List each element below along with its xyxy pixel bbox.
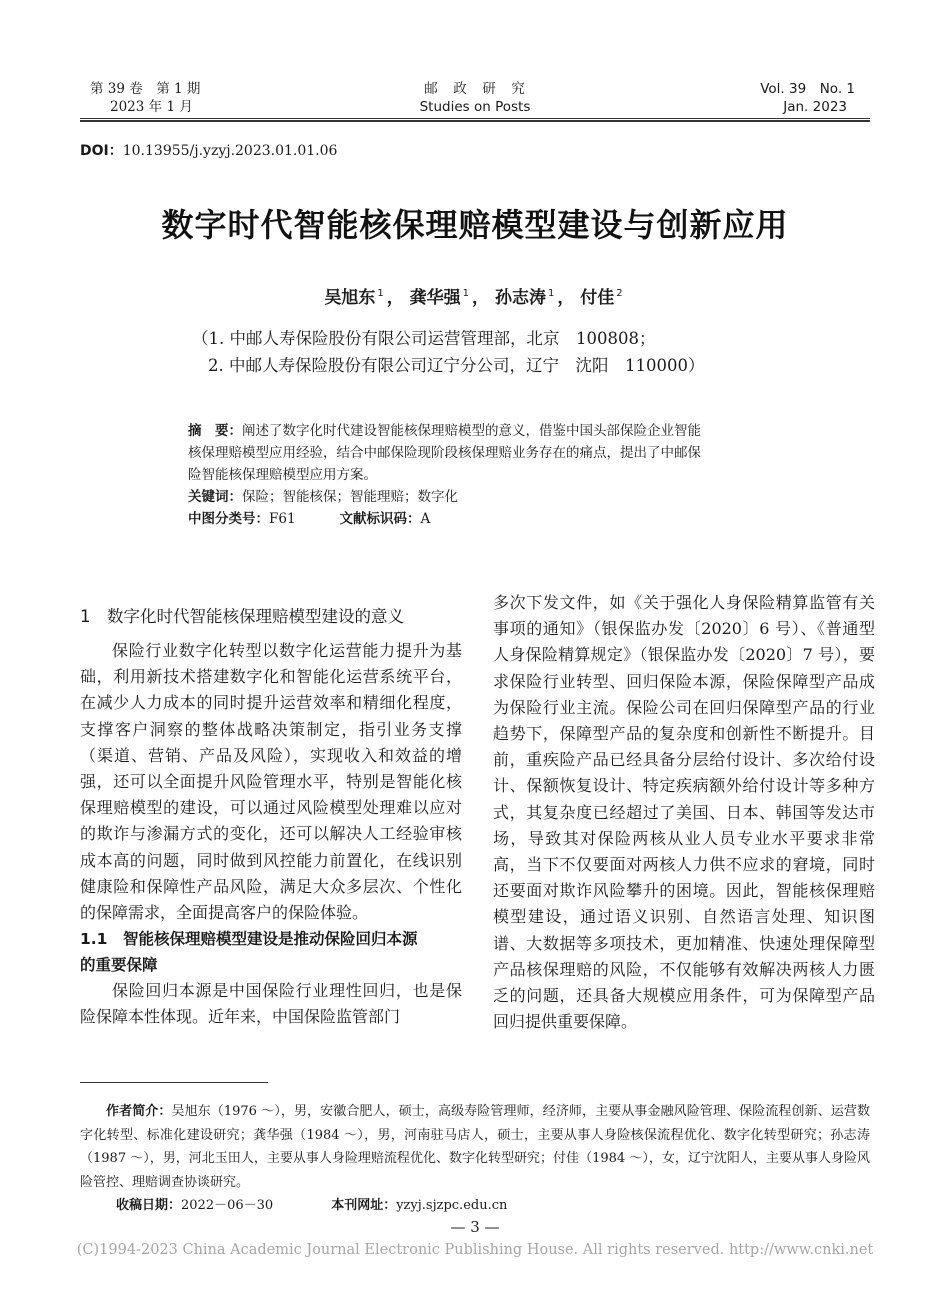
text-line: 女，辽宁沈阳人，主要从事人身险风险管控、理赔调查协谈研究。 [80,1151,870,1190]
keywords-label: 关键词： [188,489,242,505]
header-journal-en: Studies on Posts [419,99,531,115]
text-line: 障型产品的行业趋势下，保障型产品的复杂度和创 [493,697,875,744]
author-separator: ， [557,288,575,308]
paragraph-2 [80,978,462,1030]
footnote-rule [80,1082,268,1083]
text-line: 保障。 [589,1012,638,1032]
text-line: 7 号），要求保险行业转型、回归保险本源，保险 [493,645,875,691]
text-line: 额外给付设计等多种方式，其复杂度已经超过了美 [493,776,875,822]
author-affiliation-mark: 1 [462,288,470,300]
text-line: 人力供不应求的窘境，同时还要面对欺诈风险攀升 [493,855,875,901]
page-number: — 3 — [450,1218,500,1236]
doi-label: DOI： [80,143,123,159]
text-line: 付设计、多次给付设计、保额恢复设计、特定疾病 [493,750,875,796]
clc-value: F61 [269,511,296,527]
text-line: 和效益的增强，还可以全面提升风险管理水平， [80,745,462,792]
text-line: 术，更加精准、快速处理保障型产品核保理赔的风 [493,933,875,979]
text-line: 创新、运营数字化转型、标准化建设研究；龚华强（1984 ～），男，河南驻马店人，硕士，主要从事人身险核保流程优化、 [80,1104,870,1143]
text-line: 是保险保障本性体现。近年来，中国保险监管部门 [80,981,462,1027]
copyright-watermark: (C)1994-2023 China Academic Journal Electronic Publishing House. All rights reserved. http://www.cnki.net [76,1242,874,1258]
abstract-text: 阐述了数字化时代建设智能核保理赔模型的意义，借鉴中国头部保险企业智能 [242,423,701,439]
heading-line: 的重要保障 [80,956,158,975]
received-line [80,1194,870,1218]
text-line: 以解决人工经验审核成本高的问题，同时做到风控 [80,824,462,870]
received-date: 2022－06－30 [181,1198,274,1213]
doi-line [80,140,337,160]
author-affiliation-mark: 1 [377,288,384,300]
heading-line: 1.1 智能核保理赔模型建设是推动保险回归本源 [80,930,418,949]
abstract-block [188,420,768,530]
author-bio-label: 作者简介： [106,1104,172,1119]
author-affiliation-mark: 2 [616,288,623,300]
header-volume-en: Vol. 39 No. 1 [760,81,855,97]
text-line: 多次下发文件，如《关于强化人身保险精算监管有 [493,593,859,612]
doi-value[interactable]: 10.13955/j.yzyj.2023.01.01.06 [122,143,338,159]
journal-url[interactable]: yzyj.sjzpc.edu.cn [396,1198,508,1213]
section-heading-1-1 [80,926,462,978]
body-right-column [493,590,875,1035]
paragraph-1 [80,638,462,926]
text-line: 户的保险体验。 [256,903,369,923]
text-line: 业人员专业水平要求非常高，当下不仅要面对两核 [493,828,875,875]
paragraph-2-continued [493,590,875,1035]
classification-line [188,508,768,530]
footnote-block [80,1100,870,1218]
section-heading-1: 1 数字化时代智能核保理赔模型建设的意义 [80,607,404,626]
text-line: 业务支撑（渠道、营销、产品及风险），实现收入 [80,719,462,765]
header-rule-thick [80,120,870,122]
affiliation-1: （1. 中邮人寿保险股份有限公司运营管理部，北京 100808； [192,329,656,348]
text-line: 吴旭东（1976 ～），男，安徽合肥人，硕士，高级寿险管理师，经济师，主要从事金融风险管理、保险流程 [171,1104,792,1119]
header-date-cn: 2023 年 1 月 [110,99,193,115]
header-date-en: Jan. 2023 [783,99,847,115]
text-line: 模型处理难以应对的欺诈与渗漏方式的变化，还可 [80,798,462,844]
author-name: 吴旭东 [324,288,376,308]
text-line: 通型人身保险精算规定》（银保监办发〔2020〕 [493,619,875,665]
keywords-line [188,486,768,508]
text-line: 特别是智能化核保理赔模型的建设，可以通过风险 [80,772,462,818]
affiliation-2: 2. 中邮人寿保险股份有限公司辽宁分公司，辽宁 沈阳 110000） [208,356,705,375]
body-left-column [80,604,462,1031]
text-line: 保障型产品成为保险行业主流。保险公司在回归保 [493,671,875,717]
text-line: 识别、自然语言处理、知识图谱、大数据等多项技 [493,907,875,953]
author-affiliation-mark: 1 [547,288,555,300]
text-line: 险，不仅能够有效解决两核人力匮乏的问题，还具 [493,959,875,1006]
author-name: 孙志涛 [494,288,546,308]
text-line: 关事项的通知》（银保监办发〔2020〕6 号）、《普 [493,593,875,639]
keywords-value: 保险；智能核保；智能理赔；数字化 [242,489,458,505]
header-rule-thin [80,118,870,119]
abstract-text: 险智能核保理赔模型应用方案。 [188,467,377,483]
url-label: 本刊网址： [331,1198,397,1213]
author-separator: ， [472,288,490,308]
article-title: 数字时代智能核保理赔模型建设与创新应用 [161,206,789,244]
header-journal-cn: 邮 政 研 究 [424,81,526,97]
text-line: 化程度，支撑客户洞察的整体战略决策制定，指引 [80,693,462,739]
abstract-label: 摘 要： [188,423,242,439]
text-line: 满足大众多层次、个性化的保障需求，全面提高客 [80,876,462,923]
header-volume-cn: 第 39 卷 第 1 期 [90,81,201,97]
text-line: 能力前置化，在线识别健康险和保障性产品风险， [80,850,462,896]
text-line: 的困境。因此，智能核保理赔模型建设，通过语义 [493,881,875,927]
text-line: 平台，在减少人力成本的同时提升运营效率和精细 [80,667,462,713]
author-separator: ， [386,288,404,308]
doc-code-label: 文献标识码： [339,511,421,527]
author-bio [80,1100,870,1194]
abstract-line-1 [188,420,768,442]
text-line: 保险回归本源是中国保险行业理性回归，也 [112,981,430,1001]
text-line: 为基础，利用新技术搭建数字化和智能化运营系统 [80,641,462,687]
doc-code-value: A [420,511,431,527]
received-label: 收稿日期： [116,1198,182,1213]
clc-label: 中图分类号： [188,511,269,527]
text-line: 新性不断提升。目前，重疾险产品已经具备分层给 [493,724,875,770]
author-name: 龚华强 [409,288,461,308]
text-line: 备大规模应用条件，可为保障型产品回归提供重要 [493,986,875,1032]
text-line: 数字化转型研究；孙志涛（1987 ～），男，河北玉田人，主要从事人身险理赔流程优化、数字化转型研究；付佳（1984 ～）， [80,1127,870,1166]
abstract-text: 核保理赔模型应用经验，结合中邮保险现阶段核保理赔业务存在的痛点，提出了中邮保 [188,445,701,461]
text-line: 保险行业数字化转型以数字化运营能力提升 [112,641,430,660]
author-name: 付佳 [580,288,615,308]
author-list [0,283,950,308]
text-line: 国、日本、韩国等发达市场，导致其对保险两核从 [493,802,875,848]
